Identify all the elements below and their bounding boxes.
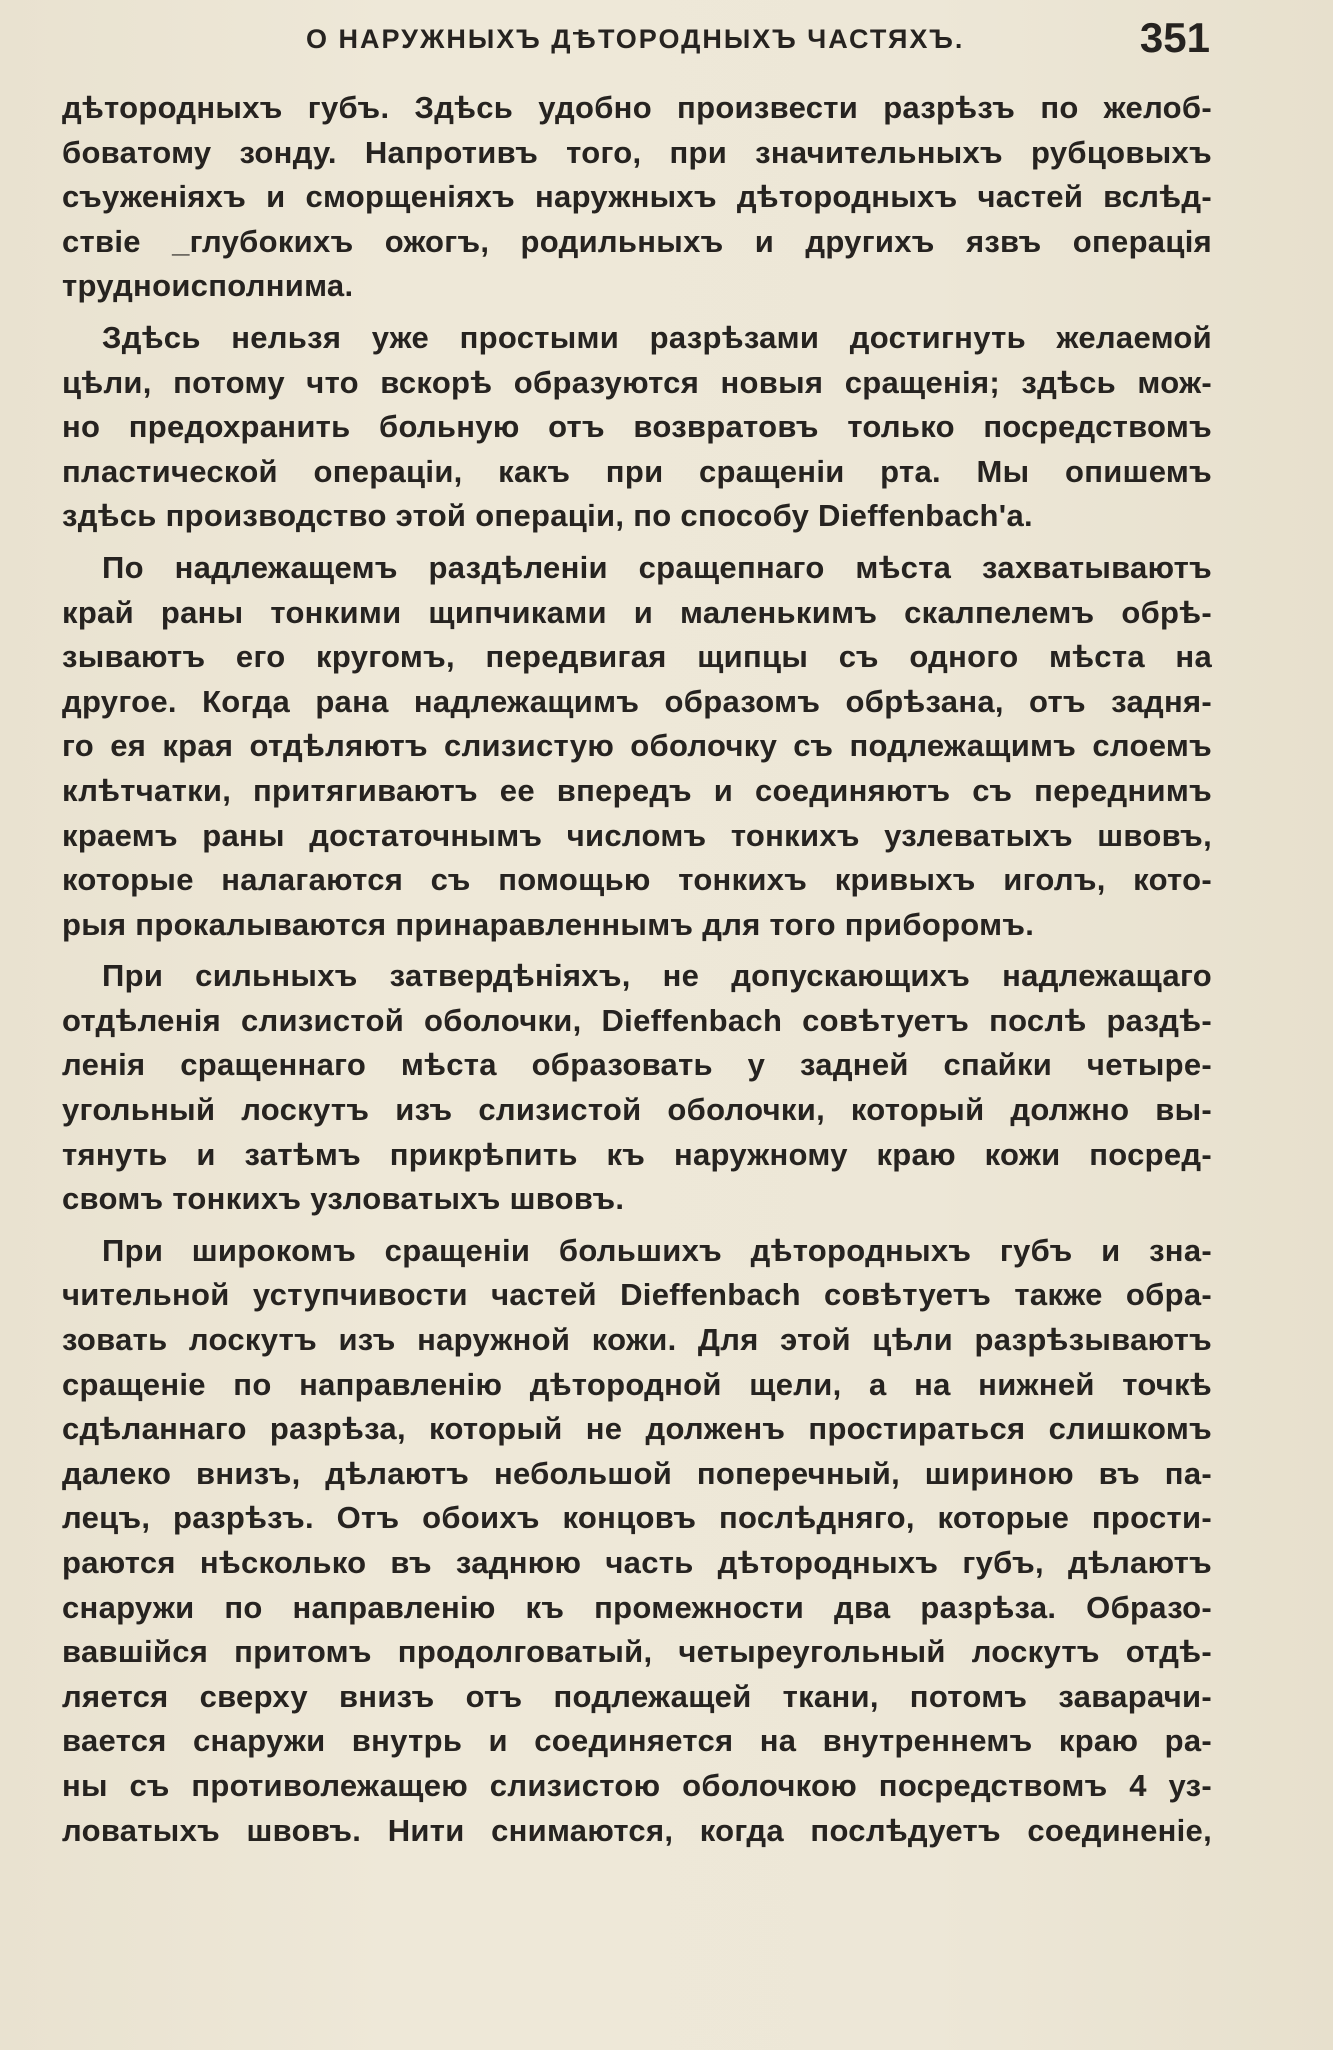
text-line: ны съ противолежащею слизистою оболочкою посредствомъ 4 уз-	[62, 1767, 1212, 1803]
text-line: краемъ раны достаточнымъ числомъ тонкихъ узлеватыхъ швовъ,	[62, 817, 1212, 853]
text-line: угольный лоскутъ изъ слизистой оболочки, который должно вы-	[62, 1092, 1212, 1128]
page-header	[60, 12, 1210, 62]
text-line: чительной уступчивости частей Dieffenbach совѣтуетъ также обра-	[62, 1277, 1212, 1313]
text-line: ловатыхъ швовъ. Нити снимаются, когда послѣдуетъ соединеніе,	[62, 1812, 1212, 1848]
text-line: цѣли, потому что вскорѣ образуются новыя сращенія; здѣсь мож-	[62, 364, 1212, 400]
text-line: дѣтородныхъ губъ. Здѣсь удобно произвести разрѣзъ по желоб-	[62, 90, 1212, 125]
text-line: ствіе _глубокихъ ожогъ, родильныхъ и другихъ язвъ операція	[62, 223, 1212, 259]
text-line: которые налагаются съ помощью тонкихъ кривыхъ иголъ, кото-	[62, 862, 1212, 898]
text-line: раются нѣсколько въ заднюю часть дѣтородныхъ губъ, дѣлаютъ	[62, 1545, 1212, 1580]
text-line: боватому зонду. Напротивъ того, при значительныхъ рубцовыхъ	[62, 134, 1212, 170]
text-line: сдѣланнаго разрѣза, который не долженъ простираться слишкомъ	[62, 1411, 1212, 1447]
page-number: 351	[1139, 14, 1210, 61]
text-line: лецъ, разрѣзъ. Отъ обоихъ концовъ послѣдняго, которые прости-	[62, 1500, 1212, 1536]
text-line: зовать лоскутъ изъ наружной кожи. Для этой цѣли разрѣзываютъ	[62, 1322, 1212, 1358]
text-line: вается снаружи внутрь и соединяется на внутреннемъ краю ра-	[62, 1723, 1212, 1759]
text-line: сращеніе по направленію дѣтородной щели, а на нижней точкѣ	[62, 1366, 1212, 1402]
text-line: тянуть и затѣмъ прикрѣпить къ наружному краю кожи посред-	[62, 1136, 1212, 1172]
text-line: вавшійся притомъ продолговатый, четыреугольный лоскутъ отдѣ-	[62, 1634, 1212, 1670]
text-line: ляется сверху внизъ отъ подлежащей ткани, потомъ заварачи-	[62, 1678, 1212, 1714]
text-line: ленія сращеннаго мѣста образовать у задней спайки четыре-	[62, 1047, 1212, 1083]
text-line: пластической операціи, какъ при сращеніи рта. Мы опишемъ	[62, 453, 1212, 489]
text-line: При широкомъ сращеніи большихъ дѣтородныхъ губъ и зна-	[102, 1232, 1212, 1268]
paragraph	[62, 1229, 1212, 1853]
text-line: зываютъ его кругомъ, передвигая щипцы съ одного мѣста на	[62, 639, 1212, 675]
text-line: го ея края отдѣляютъ слизистую оболочку съ подлежащимъ слоемъ	[62, 728, 1212, 764]
paragraph	[62, 316, 1212, 539]
text-line: здѣсь производство этой операціи, по способу Dieffenbach'а.	[62, 498, 1033, 534]
text-line: далеко внизъ, дѣлаютъ небольшой поперечный, шириною въ па-	[62, 1455, 1212, 1491]
text-line: клѣтчатки, притягиваютъ ее впередъ и соединяютъ съ переднимъ	[62, 772, 1212, 808]
text-line: свомъ тонкихъ узловатыхъ швовъ.	[62, 1181, 625, 1217]
running-head: О НАРУЖНЫХЪ ДѢТОРОДНЫХЪ ЧАСТЯХЪ.	[306, 24, 965, 54]
text-line: отдѣленія слизистой оболочки, Dieffenbach совѣтуетъ послѣ раздѣ-	[62, 1002, 1212, 1038]
text-line: Здѣсь нельзя уже простыми разрѣзами достигнуть желаемой	[102, 319, 1212, 355]
text-line: рыя прокалываются принаравленнымъ для того приборомъ.	[62, 906, 1035, 942]
text-line: снаружи по направленію къ промежности два разрѣза. Образо-	[62, 1589, 1212, 1625]
paragraph	[62, 954, 1212, 1222]
paragraph	[62, 86, 1212, 309]
text-line: По надлежащемъ раздѣленіи сращепнаго мѣста захватываютъ	[102, 549, 1212, 585]
text-line: край раны тонкими щипчиками и маленькимъ скалпелемъ обрѣ-	[62, 594, 1212, 630]
text-line: трудноисполнима.	[62, 268, 354, 304]
body-text	[62, 86, 1212, 1860]
text-line: съуженіяхъ и сморщеніяхъ наружныхъ дѣтородныхъ частей вслѣд-	[62, 179, 1212, 215]
paragraph	[62, 546, 1212, 947]
text-line: но предохранить больную отъ возвратовъ только посредствомъ	[62, 409, 1212, 445]
text-line: При сильныхъ затвердѣніяхъ, не допускающихъ надлежащаго	[102, 958, 1212, 994]
text-line: другое. Когда рана надлежащимъ образомъ обрѣзана, отъ задня-	[62, 683, 1212, 719]
